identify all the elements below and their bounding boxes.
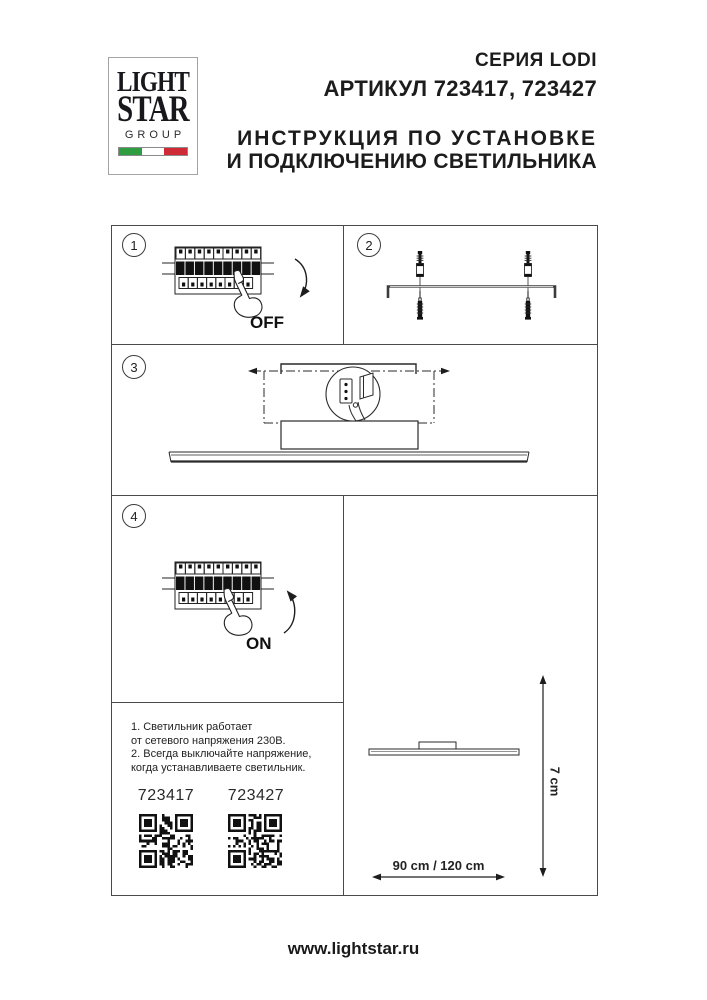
height-dimension-arrow [540, 675, 547, 877]
step-2-panel [344, 226, 597, 345]
circuit-breaker-icon [162, 247, 274, 294]
width-dimension-arrow [372, 874, 505, 881]
flag-green-segment [119, 148, 142, 155]
note-line-2: от сетевого напряжения 230В. [131, 734, 286, 747]
step-2-number-badge: 2 [357, 233, 381, 257]
logo-italian-flag [118, 147, 188, 156]
lightstar-logo [108, 57, 198, 175]
dimensions-panel [344, 496, 597, 895]
note-line-3: 2. Всегда выключайте напряжение, [131, 748, 312, 760]
footer-url: www.lightstar.ru [287, 939, 420, 958]
note-line-1: 1. Светильник работает [131, 721, 253, 733]
rotate-down-arrow-icon [295, 259, 307, 296]
instruction-grid [111, 225, 598, 896]
off-label: OFF [250, 313, 284, 332]
article-code-right: 723427 [227, 787, 285, 804]
canopy-box [281, 421, 418, 449]
step-1-panel [112, 226, 344, 345]
instruction-title-line1: ИНСТРУКЦИЯ ПО УСТАНОВКЕ [237, 127, 597, 150]
right-arrowhead-icon [441, 368, 450, 374]
ceiling-bracket-bar [388, 287, 555, 299]
safety-notes [131, 721, 311, 775]
flag-red-segment [164, 148, 187, 155]
flag-white-segment [142, 148, 165, 155]
fixture-dimensions-drawing [344, 496, 597, 895]
step-3-number-badge: 3 [122, 355, 146, 379]
left-arrowhead-icon [248, 368, 257, 374]
mounting-bracket-illustration [344, 226, 597, 345]
light-panel-side-view [169, 452, 529, 462]
fixture-mounting-illustration [112, 345, 597, 496]
qr-code-right [228, 814, 282, 868]
breaker-off-illustration [112, 226, 344, 345]
logo-word-light: LIGHT [116, 66, 190, 98]
height-dimension-label: 7 cm [547, 766, 563, 797]
on-label: ON [246, 634, 272, 653]
qr-code-left [139, 814, 193, 868]
step-1-number-badge: 1 [122, 233, 146, 257]
article-numbers-line: АРТИКУЛ 723417, 723427 [323, 76, 597, 101]
logo-word-group: GROUP [124, 129, 186, 141]
series-title: СЕРИЯ LODI [474, 50, 597, 71]
instruction-title-line2: И ПОДКЛЮЧЕНИЮ СВЕТИЛЬНИКА [226, 150, 597, 173]
breaker-on-illustration [112, 496, 344, 703]
pointing-hand-icon [224, 588, 252, 635]
step-3-panel [112, 345, 597, 496]
rotate-up-arrow-icon [284, 592, 295, 633]
step-4-number-badge: 4 [122, 504, 146, 528]
logo-word-star: STAR [117, 89, 189, 130]
step-4-panel [112, 496, 344, 703]
fixture-side-view [369, 742, 519, 755]
document-title-block [227, 49, 597, 173]
article-code-left: 723417 [137, 787, 195, 804]
circuit-breaker-icon [162, 562, 274, 609]
note-line-4: когда устанавливаете светильник. [131, 761, 306, 774]
notes-panel [112, 703, 344, 895]
width-dimension-label: 90 cm / 120 cm [392, 858, 485, 873]
